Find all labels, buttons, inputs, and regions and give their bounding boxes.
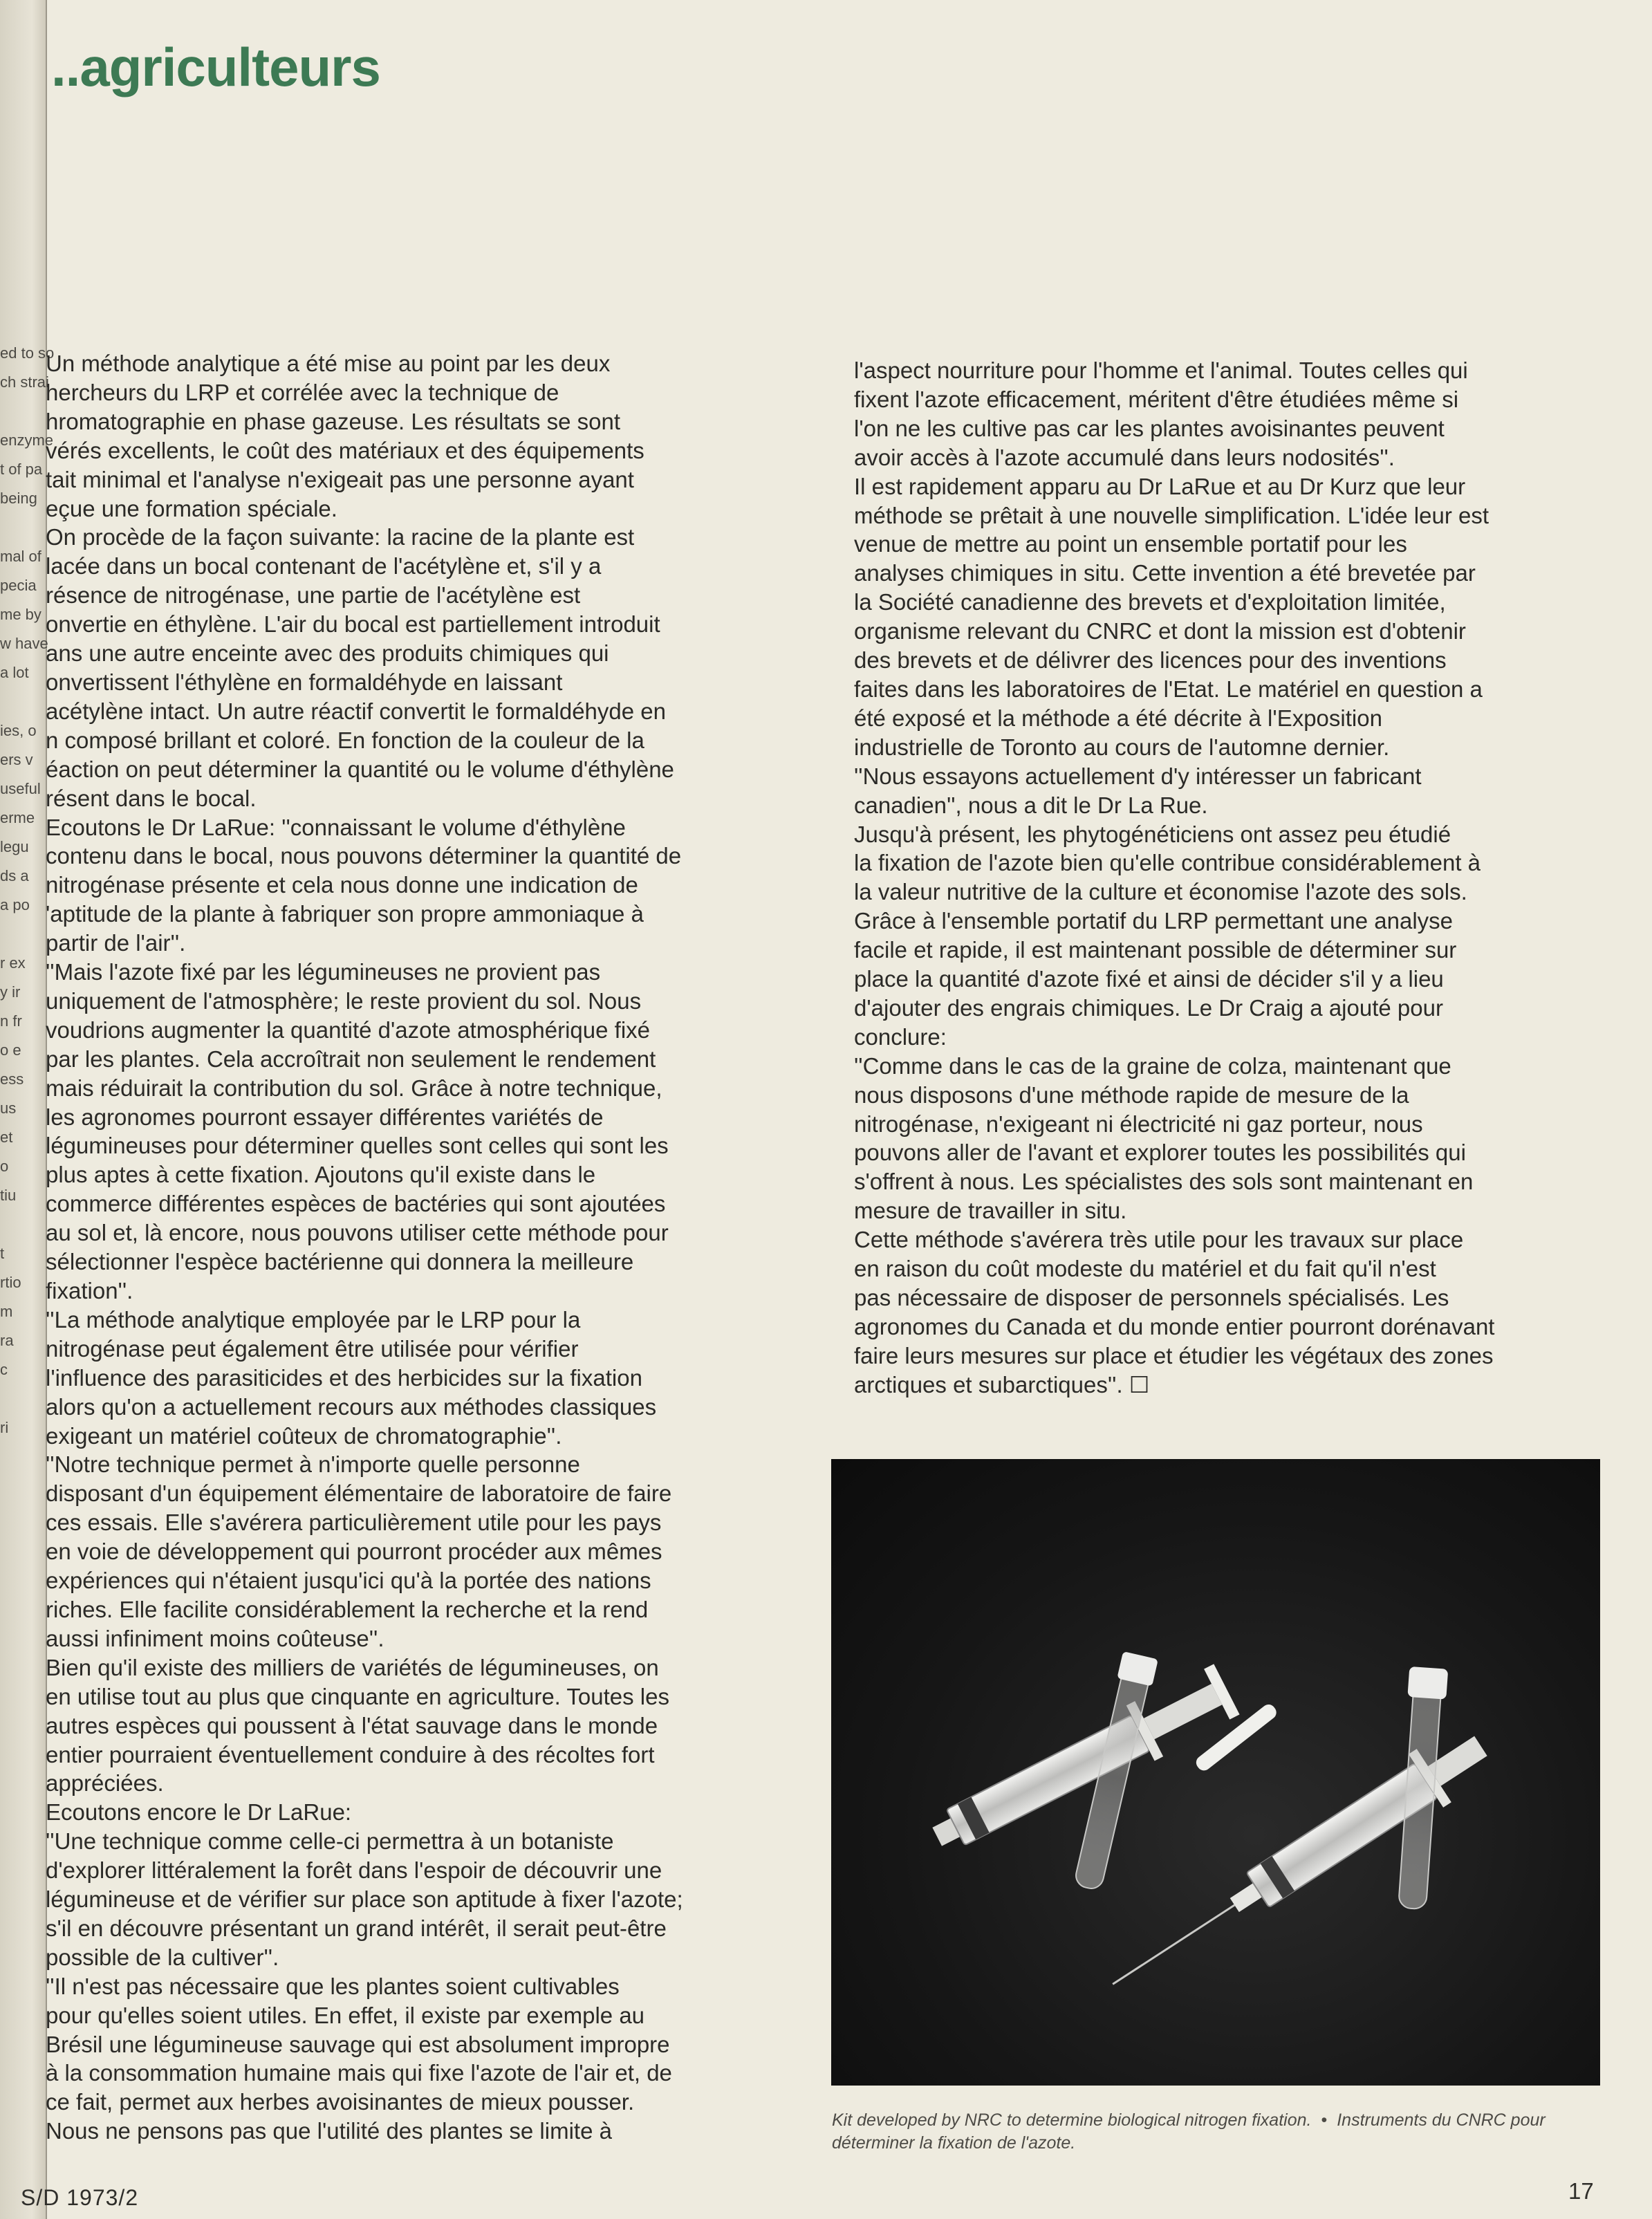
text-line: par les plantes. Cela accroîtrait non seulement le rendement xyxy=(46,1046,656,1072)
edge-fragment: ds a xyxy=(0,867,29,884)
text-line: l'influence des parasiticides et des herbicides sur la fixation xyxy=(46,1364,642,1391)
paragraph xyxy=(24,1827,777,1972)
edge-fragment: ch strai xyxy=(0,373,49,391)
text-line: nitrogénase présente et cela nous donne une indication de xyxy=(46,872,638,898)
text-line: fixent l'azote efficacement, méritent d'être étudiées même si xyxy=(854,386,1459,412)
text-line: arctiques et subarctiques''. ☐ xyxy=(854,1371,1150,1398)
text-line: agronomes du Canada et du monde entier pourront dorénavant xyxy=(854,1313,1495,1339)
text-line: Bien qu'il existe des milliers de variétés de légumineuses, on xyxy=(46,1654,659,1680)
edge-fragment: legu xyxy=(0,838,29,855)
edge-fragment: ess xyxy=(0,1070,24,1088)
text-line: méthode se prêtait à une nouvelle simplification. L'idée leur est xyxy=(854,502,1489,528)
text-line: d'ajouter des engrais chimiques. Le Dr Craig a ajouté pour xyxy=(854,994,1443,1021)
edge-fragment: a lot xyxy=(0,664,29,681)
edge-fragment: being xyxy=(0,490,37,507)
text-line: été exposé et la méthode a été décrite à l'Exposition xyxy=(854,705,1382,731)
text-line: éaction on peut déterminer la quantité ou le volume d'éthylène xyxy=(46,756,674,782)
text-line: possible de la cultiver''. xyxy=(46,1944,279,1970)
text-line: acétylène intact. Un autre réactif convertit le formaldéhyde en xyxy=(46,698,666,724)
paragraph xyxy=(832,472,1613,762)
text-line: en raison du coût modeste du matériel et du fait qu'il n'est xyxy=(854,1256,1436,1282)
text-line: Nous ne pensons pas que l'utilité des plantes se limite à xyxy=(46,2118,612,2144)
paragraph xyxy=(832,762,1613,820)
edge-fragment: o e xyxy=(0,1041,21,1059)
text-line: Grâce à l'ensemble portatif du LRP permettant une analyse xyxy=(854,908,1454,934)
text-line: à la consommation humaine mais qui fixe l'azote de l'air et, de xyxy=(46,2060,672,2086)
paragraph xyxy=(24,1798,777,1827)
paragraph xyxy=(832,1052,1613,1225)
text-line: d'explorer littéralement la forêt dans l'espoir de découvrir une xyxy=(46,1857,662,1884)
text-line: l'aspect nourriture pour l'homme et l'animal. Toutes celles qui xyxy=(854,358,1468,383)
text-line: avoir accès à l'azote accumulé dans leurs nodosités''. xyxy=(854,444,1395,470)
left-syringe xyxy=(923,1662,1241,1865)
text-line: nitrogénase, n'exigeant ni électricité ni gaz porteur, nous xyxy=(854,1111,1423,1137)
edge-fragment: useful xyxy=(0,780,41,797)
text-line: onvertie en éthylène. L'air du bocal est partiellement introduit xyxy=(46,611,660,638)
article-heading: ..agriculteurs xyxy=(51,37,380,98)
photo-caption xyxy=(832,2109,1601,2155)
text-line: nitrogénase peut également être utilisée pour vérifier xyxy=(46,1335,579,1362)
syringe-photo-illustration xyxy=(831,1459,1600,2086)
paragraph xyxy=(24,523,777,813)
text-line: en voie de développement qui pourront procéder aux mêmes xyxy=(46,1539,662,1565)
text-line: voudrions augmenter la quantité d'azote atmosphérique fixé xyxy=(46,1016,651,1043)
paragraph xyxy=(24,1450,777,1653)
text-line: résent dans le bocal. xyxy=(46,785,257,811)
text-line: faire leurs mesures sur place et étudier les végétaux des zones xyxy=(854,1342,1494,1368)
text-line: pas nécessaire de disposer de personnels spécialisés. Les xyxy=(854,1285,1449,1310)
text-line: ''Comme dans le cas de la graine de colza, maintenant que xyxy=(854,1052,1451,1079)
paragraph xyxy=(24,349,777,523)
paragraph xyxy=(24,958,777,1306)
text-line: la fixation de l'azote bien qu'elle contribue considérablement à xyxy=(854,850,1481,876)
edge-fragment: ri xyxy=(0,1419,9,1436)
text-line: des brevets et de délivrer des licences pour des inventions xyxy=(854,647,1447,674)
edge-fragment: y ir xyxy=(0,983,21,1001)
text-line: onvertissent l'éthylène en formaldéhyde en laissant xyxy=(46,669,563,695)
edge-fragment: me by xyxy=(0,606,41,623)
text-line: nous disposons d'une méthode rapide de mesure de la xyxy=(854,1081,1409,1108)
text-line: ces essais. Elle s'avérera particulièrement utile pour les pays xyxy=(46,1510,662,1536)
edge-fragment: tiu xyxy=(0,1187,17,1204)
text-line: au sol et, là encore, nous pouvons utiliser cette méthode pour xyxy=(46,1220,669,1246)
text-line: faites dans les laboratoires de l'Etat. Le matériel en question a xyxy=(854,676,1483,702)
page-number: 17 xyxy=(1568,2178,1594,2204)
text-line: sélectionner l'espèce bactérienne qui donnera la meilleure xyxy=(46,1249,634,1275)
edge-fragment: o xyxy=(0,1158,9,1175)
text-line: résence de nitrogénase, une partie de l'acétylène est xyxy=(46,582,581,609)
text-line: ''La méthode analytique employée par le LRP pour la xyxy=(46,1306,581,1333)
edge-fragment: us xyxy=(0,1099,17,1117)
text-line: expériences qui n'étaient jusqu'ici qu'à la portée des nations xyxy=(46,1568,651,1594)
paragraph xyxy=(832,820,1613,1052)
text-line: vérés excellents, le coût des matériaux et des équipements xyxy=(46,437,644,463)
text-line: Jusqu'à présent, les phytogénéticiens ont assez peu étudié xyxy=(854,821,1451,847)
text-line: pouvons aller de l'avant et explorer toutes les possibilités qui xyxy=(854,1140,1466,1166)
text-line: analyses chimiques in situ. Cette invention a été brevetée par xyxy=(854,560,1476,586)
paragraph xyxy=(832,356,1613,472)
text-line: autres espèces qui poussent à l'état sauvage dans le monde xyxy=(46,1712,658,1738)
text-line: Un méthode analytique a été mise au point par les deux xyxy=(46,351,611,376)
caption-separator: • xyxy=(1321,2110,1328,2130)
text-line: aussi infiniment moins coûteuse''. xyxy=(46,1625,384,1651)
paragraph xyxy=(24,1653,777,1799)
text-line: lacée dans un bocal contenant de l'acétylène et, s'il y a xyxy=(46,553,602,579)
paragraph xyxy=(832,1225,1613,1399)
paragraph xyxy=(24,1306,777,1451)
edge-fragment: w have xyxy=(0,635,48,652)
text-line: 'aptitude de la plante à fabriquer son propre ammoniaque à xyxy=(46,901,644,927)
edge-fragment: ed to so xyxy=(0,344,55,362)
text-line: s'offrent à nous. Les spécialistes des sols sont maintenant en xyxy=(854,1169,1474,1195)
text-line: hercheurs du LRP et corrélée avec la technique de xyxy=(46,379,559,405)
text-line: venue de mettre au point un ensemble portatif pour les xyxy=(854,531,1407,557)
text-line: contenu dans le bocal, nous pouvons déterminer la quantité de xyxy=(46,843,682,869)
edge-fragment: rtio xyxy=(0,1274,21,1291)
text-line: n composé brillant et coloré. En fonction de la couleur de la xyxy=(46,727,644,753)
edge-fragment: ies, o xyxy=(0,722,37,739)
text-line: l'on ne les cultive pas car les plantes avoisinantes peuvent xyxy=(854,415,1445,441)
text-line: tait minimal et l'analyse n'exigeait pas une personne ayant xyxy=(46,466,634,492)
edge-fragment: mal of xyxy=(0,548,41,565)
text-line: canadien'', nous a dit le Dr La Rue. xyxy=(854,792,1208,818)
edge-fragment: t of pa xyxy=(0,461,43,478)
paragraph xyxy=(24,813,777,958)
text-line: On procède de la façon suivante: la racine de la plante est xyxy=(46,524,635,550)
edge-fragment: pecia xyxy=(0,577,37,594)
text-line: facile et rapide, il est maintenant possible de déterminer sur xyxy=(854,937,1457,963)
text-line: ''Nous essayons actuellement d'y intéresser un fabricant xyxy=(854,763,1422,789)
text-line: mais réduirait la contribution du sol. Grâce à notre technique, xyxy=(46,1075,662,1101)
text-line: fixation''. xyxy=(46,1278,133,1303)
edge-fragment: ers v xyxy=(0,751,33,768)
right-text-column xyxy=(832,356,1613,1400)
caption-english: Kit developed by NRC to determine biological nitrogen fixation. xyxy=(832,2110,1312,2130)
edge-fragment: n fr xyxy=(0,1012,22,1030)
text-line: Brésil une légumineuse sauvage qui est absolument impropre xyxy=(46,2031,670,2057)
text-line: ''Une technique comme celle-ci permettra à un botaniste xyxy=(46,1828,614,1855)
text-line: organisme relevant du CNRC et dont la mission est d'obtenir xyxy=(854,618,1466,644)
caption-french: Instruments du CNRC pour déterminer la fixation de l'azote. xyxy=(832,2110,1546,2153)
text-line: plus aptes à cette fixation. Ajoutons qu'il existe dans le xyxy=(46,1162,596,1188)
edge-fragment: t xyxy=(0,1245,5,1262)
text-line: ''Notre technique permet à n'importe quelle personne xyxy=(46,1451,580,1478)
text-line: disposant d'un équipement élémentaire de laboratoire de faire xyxy=(46,1480,672,1507)
text-line: Ecoutons encore le Dr LaRue: xyxy=(46,1799,352,1826)
text-line: ans une autre enceinte avec des produits chimiques qui xyxy=(46,640,609,667)
edge-fragment: m xyxy=(0,1303,13,1320)
text-line: ce fait, permet aux herbes avoisinantes de mieux pousser. xyxy=(46,2089,635,2115)
right-syringe xyxy=(1095,1719,1498,2011)
text-line: la Société canadienne des brevets et d'exploitation limitée, xyxy=(854,589,1446,615)
text-line: légumineuses pour déterminer quelles sont celles qui sont les xyxy=(46,1133,669,1159)
edge-fragment: r ex xyxy=(0,954,26,972)
text-line: industrielle de Toronto au cours de l'automne dernier. xyxy=(854,734,1390,760)
edge-fragment: erme xyxy=(0,809,35,826)
text-line: place la quantité d'azote fixé et ainsi de décider s'il y a lieu xyxy=(854,966,1444,992)
text-line: commerce différentes espèces de bactéries qui sont ajoutées xyxy=(46,1191,666,1217)
text-line: exigeant un matériel coûteux de chromatographie''. xyxy=(46,1422,562,1449)
text-line: pour qu'elles soient utiles. En effet, il existe par exemple au xyxy=(46,2002,645,2028)
text-line: uniquement de l'atmosphère; le reste provient du sol. Nous xyxy=(46,987,642,1014)
text-line: hromatographie en phase gazeuse. Les résultats se sont xyxy=(46,408,621,434)
text-line: eçue une formation spéciale. xyxy=(46,495,337,521)
edge-fragment: ra xyxy=(0,1332,14,1349)
issue-footer: S/D 1973/2 xyxy=(21,2185,139,2210)
left-text-column xyxy=(24,349,777,2146)
edge-fragment: c xyxy=(0,1361,8,1378)
text-line: Il est rapidement apparu au Dr LaRue et au Dr Kurz que leur xyxy=(854,473,1466,499)
text-line: ''Mais l'azote fixé par les légumineuses ne provient pas xyxy=(46,959,601,985)
syringe-kit-photo xyxy=(831,1459,1600,2086)
text-line: partir de l'air''. xyxy=(46,930,186,956)
text-line: riches. Elle facilite considérablement la recherche et la rend xyxy=(46,1596,649,1622)
text-line: les agronomes pourront essayer différentes variétés de xyxy=(46,1104,604,1130)
text-line: Ecoutons le Dr LaRue: ''connaissant le volume d'éthylène xyxy=(46,814,626,840)
text-line: en utilise tout au plus que cinquante en agriculture. Toutes les xyxy=(46,1683,669,1709)
text-line: la valeur nutritive de la culture et économise l'azote des sols. xyxy=(854,879,1467,905)
text-line: entier pourraient éventuellement conduire à des récoltes fort xyxy=(46,1741,655,1767)
text-line: alors qu'on a actuellement recours aux méthodes classiques xyxy=(46,1393,657,1420)
text-line: légumineuse et de vérifier sur place son aptitude à fixer l'azote; xyxy=(46,1886,683,1913)
text-line: mesure de travailler in situ. xyxy=(854,1198,1127,1224)
edge-fragment: enzyme xyxy=(0,431,54,449)
text-line: appréciées. xyxy=(46,1770,164,1796)
text-line: conclure: xyxy=(854,1023,947,1050)
paragraph xyxy=(24,1972,777,2146)
text-line: Cette méthode s'avérera très utile pour les travaux sur place xyxy=(854,1227,1464,1253)
edge-fragment: a po xyxy=(0,896,30,913)
edge-fragment: et xyxy=(0,1129,13,1146)
text-line: ''Il n'est pas nécessaire que les plantes soient cultivables xyxy=(46,1973,620,1999)
text-line: s'il en découvre présentant un grand intérêt, il serait peut-être xyxy=(46,1915,667,1941)
